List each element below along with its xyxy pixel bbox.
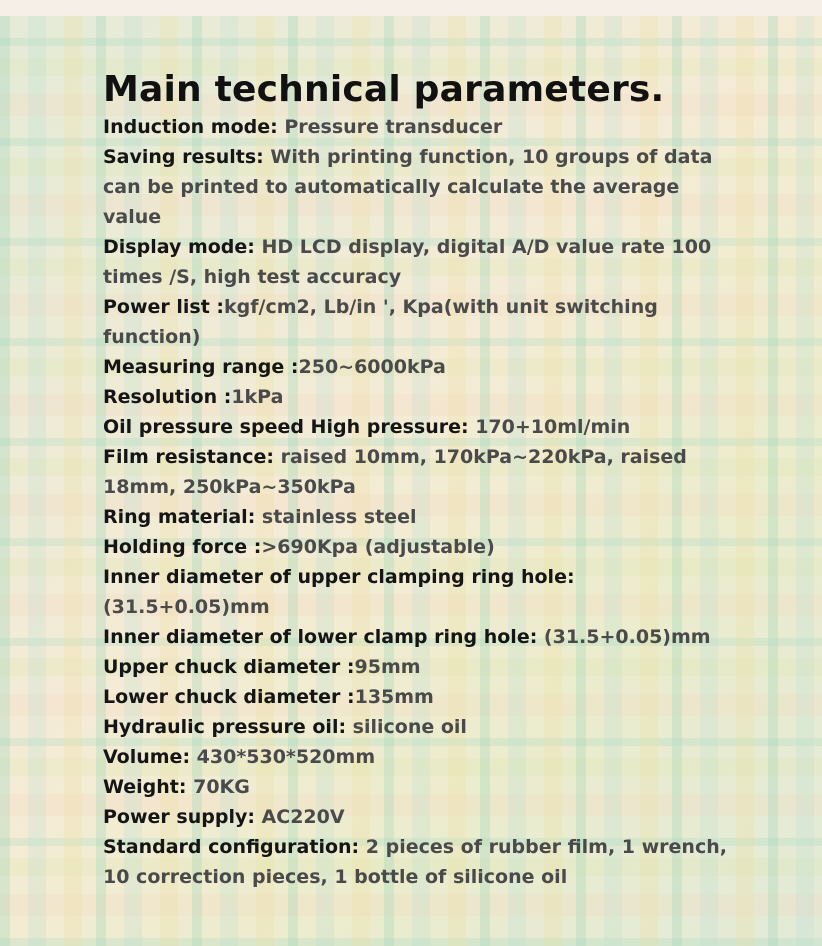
param-measuring-range: [103, 352, 733, 382]
param-label: Power supply:: [103, 806, 255, 828]
param-resolution: [103, 382, 733, 412]
param-display-mode: [103, 232, 733, 292]
param-value: 70KG: [186, 776, 250, 798]
param-value: silicone oil: [346, 716, 467, 738]
param-power-supply: [103, 802, 733, 832]
param-value: 1kPa: [231, 386, 284, 408]
param-film-resistance: [103, 442, 733, 502]
param-label: Volume:: [103, 746, 191, 768]
page-title: Main technical parameters.: [103, 69, 665, 110]
param-label: Display mode:: [103, 236, 255, 258]
parameters-section: [103, 68, 733, 892]
param-label: Inner diameter of lower clamp ring hole:: [103, 626, 538, 648]
param-ring-material: [103, 502, 733, 532]
param-label: Standard configuration:: [103, 836, 360, 858]
param-label: Ring material:: [103, 506, 256, 528]
param-label: Saving results:: [103, 146, 264, 168]
param-label: Weight:: [103, 776, 187, 798]
param-value: stainless steel: [255, 506, 417, 528]
param-holding-force: [103, 532, 733, 562]
param-value: Pressure transducer: [277, 116, 503, 138]
param-value: 135mm: [354, 686, 434, 708]
param-value: 2 pieces of rubber film, 1 wrench, 10 correction pieces, 1 bottle of silicone oil: [103, 836, 727, 888]
param-label: Film resistance:: [103, 446, 274, 468]
top-band: [0, 0, 822, 16]
param-value: 170+10ml/min: [468, 416, 631, 438]
param-weight: [103, 772, 733, 802]
param-oil-pressure-speed: [103, 412, 733, 442]
param-value: 250~6000kPa: [298, 356, 446, 378]
param-label: Oil pressure speed High pressure:: [103, 416, 469, 438]
param-value: 95mm: [354, 656, 421, 678]
param-value: HD LCD display, digital A/D value rate 100 times /S, high test accuracy: [103, 236, 712, 288]
param-label: Inner diameter of upper clamping ring hole:: [103, 566, 575, 588]
param-power-list: [103, 292, 733, 352]
param-lower-chuck-diameter: [103, 682, 733, 712]
param-value: kgf/cm2, Lb/in ', Kpa(with unit switching function): [103, 296, 658, 348]
param-value: AC220V: [254, 806, 345, 828]
param-value: (31.5+0.05)mm: [537, 626, 711, 648]
param-label: Holding force :: [103, 536, 262, 558]
param-value: (31.5+0.05)mm: [103, 596, 270, 618]
param-saving-results: [103, 142, 733, 232]
param-label: Upper chuck diameter :: [103, 656, 355, 678]
param-hydraulic-oil: [103, 712, 733, 742]
param-value: raised 10mm, 170kPa~220kPa, raised 18mm, 250kPa~350kPa: [103, 446, 687, 498]
param-label: Measuring range :: [103, 356, 299, 378]
param-induction-mode: [103, 112, 733, 142]
param-label: Hydraulic pressure oil:: [103, 716, 347, 738]
parameter-list: [103, 112, 733, 892]
param-standard-configuration: [103, 832, 733, 892]
param-volume: [103, 742, 733, 772]
param-label: Induction mode:: [103, 116, 278, 138]
param-label: Resolution :: [103, 386, 232, 408]
param-label: Power list :: [103, 296, 225, 318]
param-upper-chuck-diameter: [103, 652, 733, 682]
param-value: 430*530*520mm: [190, 746, 376, 768]
param-value: >690Kpa (adjustable): [261, 536, 495, 558]
param-label: Lower chuck diameter :: [103, 686, 355, 708]
param-lower-ring-hole: [103, 622, 733, 652]
param-upper-ring-hole: [103, 562, 733, 622]
param-value: With printing function, 10 groups of data can be printed to automatically calculate the average value: [103, 146, 713, 228]
